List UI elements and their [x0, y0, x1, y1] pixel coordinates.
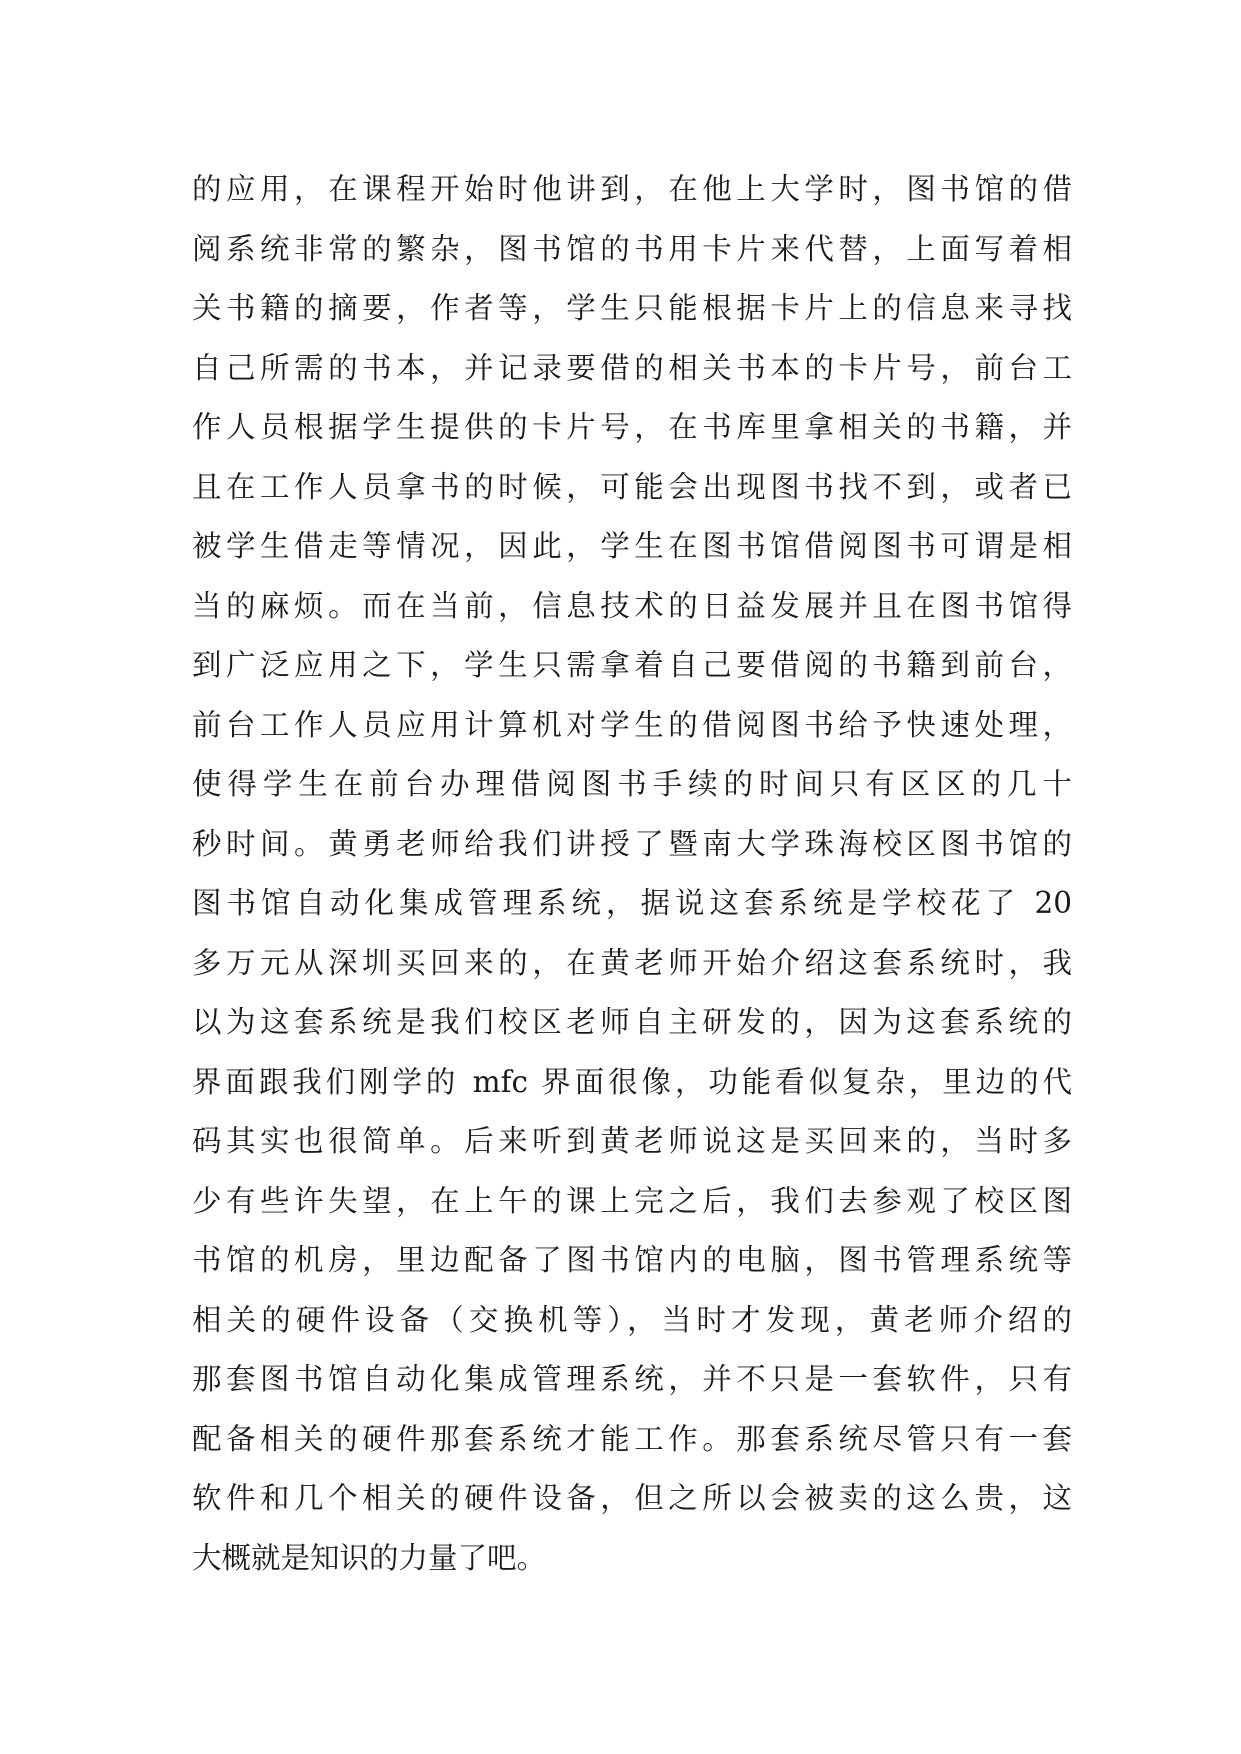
text-line: 秒时间。黄勇老师给我们讲授了暨南大学珠海校区图书馆的: [192, 826, 1072, 861]
text-line: 书馆的机房，里边配备了图书馆内的电脑，图书管理系统等: [192, 1243, 1072, 1277]
text-line: 到广泛应用之下，学生只需拿着自己要借阅的书籍到前台，: [192, 648, 1072, 682]
text-line: 大概就是知识的力量了吧。: [192, 1540, 547, 1575]
text-line: 多万元从深圳买回来的，在黄老师开始介绍这套系统时，我: [192, 945, 1072, 980]
text-line: 图书馆自动化集成管理系统，据说这套系统是学校花了 20: [192, 886, 1072, 920]
text-line: 的应用，在课程开始时他讲到，在他上大学时，图书馆的借: [192, 172, 1072, 206]
text-line: 界面跟我们刚学的 mfc 界面很像，功能看似复杂，里边的代: [192, 1064, 1072, 1099]
text-line: 软件和几个相关的硬件设备，但之所以会被卖的这么贵，这: [192, 1481, 1072, 1515]
text-line: 阅系统非常的繁杂，图书馆的书用卡片来代替，上面写着相: [192, 231, 1072, 266]
text-line: 以为这套系统是我们校区老师自主研发的，因为这套系统的: [192, 1005, 1072, 1039]
text-line: 码其实也很简单。后来听到黄老师说这是买回来的，当时多: [192, 1124, 1072, 1158]
text-line: 自己所需的书本，并记录要借的相关书本的卡片号，前台工: [192, 350, 1072, 385]
body-paragraph: [192, 160, 1072, 1588]
text-line: 配备相关的硬件那套系统才能工作。那套系统尽管只有一套: [192, 1421, 1072, 1456]
text-line: 作人员根据学生提供的卡片号，在书库里拿相关的书籍，并: [192, 410, 1072, 444]
text-line: 被学生借走等情况，因此，学生在图书馆借阅图书可谓是相: [192, 529, 1072, 563]
text-line: 相关的硬件设备（交换机等），当时才发现，黄老师介绍的: [192, 1302, 1072, 1337]
text-line: 且在工作人员拿书的时候，可能会出现图书找不到，或者已: [192, 469, 1072, 504]
text-line: 使得学生在前台办理借阅图书手续的时间只有区区的几十: [192, 767, 1072, 801]
text-line: 关书籍的摘要，作者等，学生只能根据卡片上的信息来寻找: [192, 291, 1072, 325]
text-line: 前台工作人员应用计算机对学生的借阅图书给予快速处理，: [192, 707, 1072, 742]
text-line: 那套图书馆自动化集成管理系统，并不只是一套软件，只有: [192, 1362, 1072, 1396]
text-line: 少有些许失望，在上午的课上完之后，我们去参观了校区图: [192, 1183, 1072, 1218]
text-line: 当的麻烦。而在当前，信息技术的日益发展并且在图书馆得: [192, 588, 1072, 623]
